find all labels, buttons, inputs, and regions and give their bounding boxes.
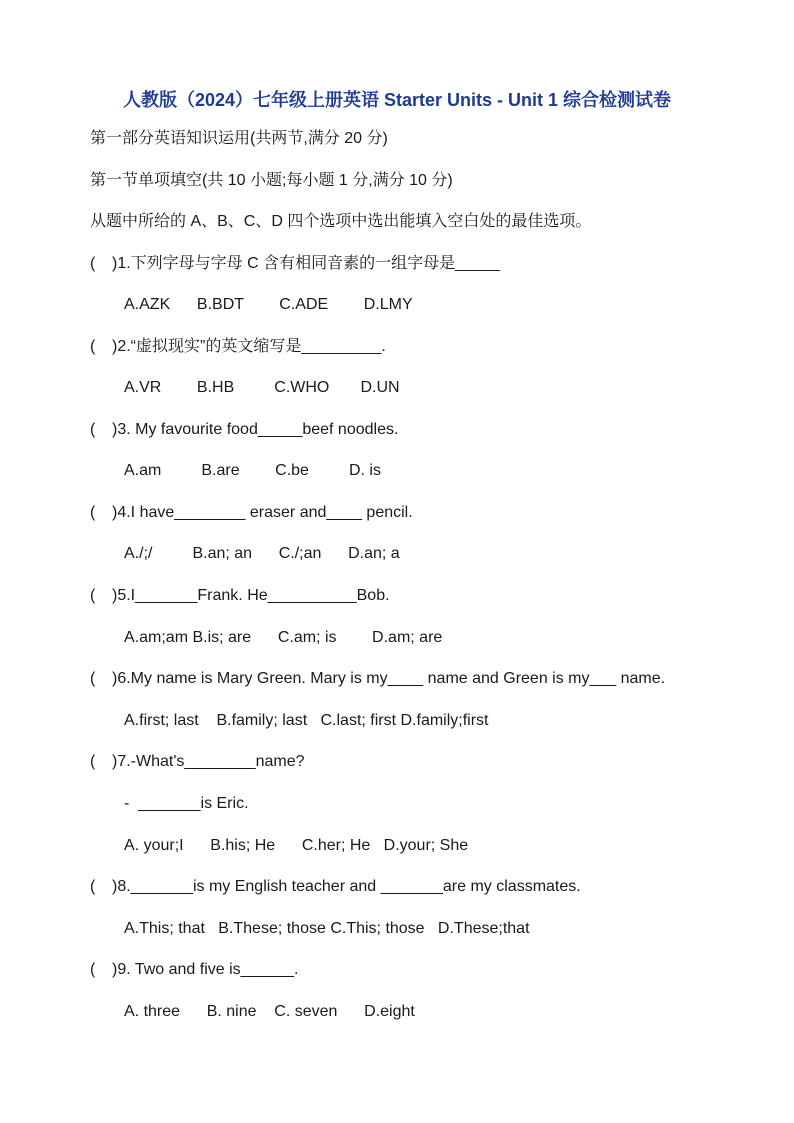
question-8 (90, 876, 581, 898)
question-9 (90, 959, 299, 981)
question-1-options: A.AZK B.BDT C.ADE D.LMY (124, 296, 413, 313)
answer-paren: ( (90, 753, 96, 770)
question-1 (90, 253, 500, 275)
answer-paren: ( (90, 421, 96, 438)
question-6 (90, 668, 665, 690)
question-stem: )4.I have________ eraser and____ pencil. (112, 504, 413, 521)
instruction-text: 从题中所给的 A、B、C、D 四个选项中选出能填入空白处的最佳选项。 (90, 213, 592, 230)
question-5 (90, 585, 390, 607)
question-9-options: A. three B. nine C. seven D.eight (124, 1003, 415, 1020)
answer-paren: ( (90, 255, 96, 272)
question-2 (90, 336, 386, 358)
question-5-options: A.am;am B.is; are C.am; is D.am; are (124, 629, 443, 646)
question-7-options: A. your;I B.his; He C.her; He D.your; She (124, 837, 469, 854)
question-7-answer-line: - _______is Eric. (124, 795, 249, 812)
question-4-options: A./;/ B.an; an C./;an D.an; a (124, 545, 400, 562)
question-4 (90, 502, 413, 524)
question-8-options: A.This; that B.These; those C.This; those D.These;that (124, 920, 530, 937)
question-stem: )7.-What's________name? (112, 753, 305, 770)
question-stem: )8._______is my English teacher and _______are my classmates. (112, 878, 581, 895)
part-heading: 第一部分英语知识运用(共两节,满分 20 分) (90, 130, 388, 147)
question-stem: )5.I_______Frank. He__________Bob. (112, 587, 390, 604)
page-title: 人教版（2024）七年级上册英语 Starter Units - Unit 1 综合检测试卷 (122, 90, 672, 110)
question-stem: )1.下列字母与字母 C 含有相同音素的一组字母是_____ (112, 255, 500, 272)
question-2-options: A.VR B.HB C.WHO D.UN (124, 379, 400, 396)
answer-paren: ( (90, 504, 96, 521)
question-stem: )3. My favourite food_____beef noodles. (112, 421, 399, 438)
section-heading: 第一节单项填空(共 10 小题;每小题 1 分,满分 10 分) (90, 172, 453, 189)
question-stem: )9. Two and five is______. (112, 961, 299, 978)
question-7 (90, 751, 305, 773)
answer-paren: ( (90, 587, 96, 604)
question-stem: )6.My name is Mary Green. Mary is my____ name and Green is my___ name. (112, 670, 666, 687)
answer-paren: ( (90, 338, 96, 355)
answer-paren: ( (90, 961, 96, 978)
question-stem: )2.“虚拟现实”的英文缩写是_________. (112, 338, 386, 355)
question-3 (90, 419, 398, 441)
question-6-options: A.first; last B.family; last C.last; first D.family;first (124, 712, 489, 729)
question-3-options: A.am B.are C.be D. is (124, 462, 381, 479)
answer-paren: ( (90, 878, 96, 895)
answer-paren: ( (90, 670, 96, 687)
